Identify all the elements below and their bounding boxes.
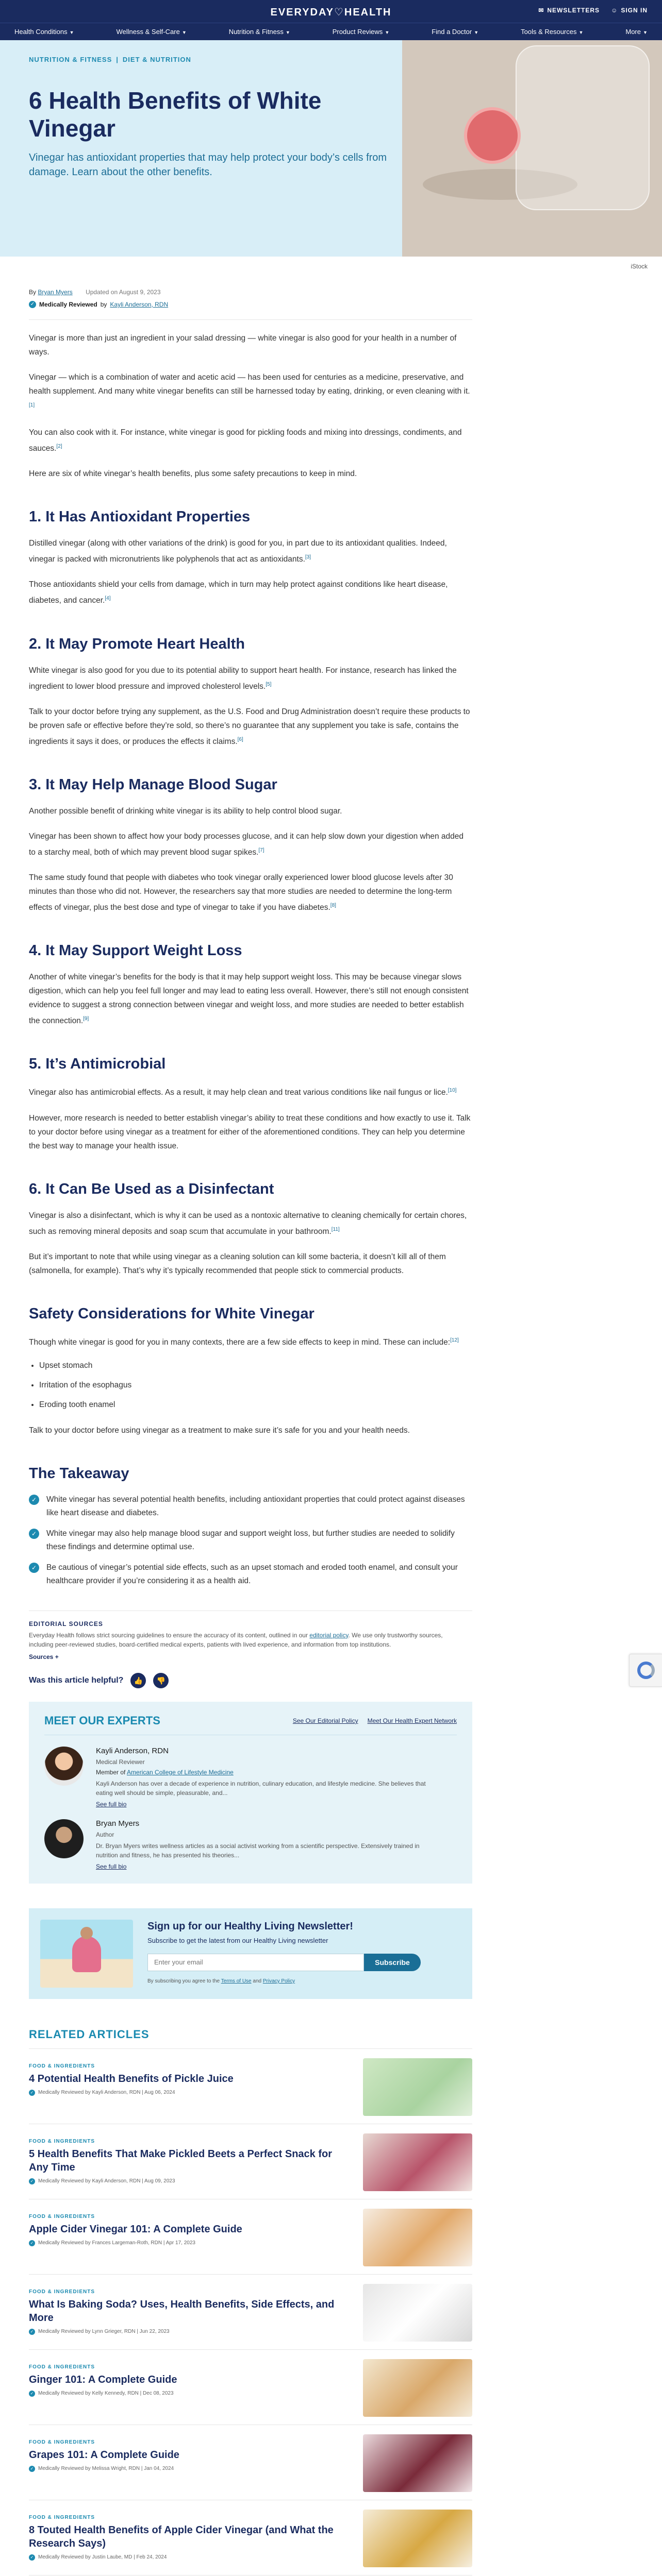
sources-toggle[interactable]: Sources + — [29, 1653, 59, 1660]
nav-health-conditions[interactable]: Health Conditions ▼ — [14, 28, 74, 36]
terms-link[interactable]: Terms of Use — [221, 1978, 252, 1984]
page-title: 6 Health Benefits of White Vinegar — [29, 87, 322, 142]
related-article[interactable]: FOOD & INGREDIENTS Grapes 101: A Complete Guide ✓ Medically Reviewed by Melissa Wright, RDN | Jan 04, 2024 — [29, 2425, 472, 2500]
chevron-down-icon: ▼ — [181, 30, 187, 35]
section-heading: 6. It Can Be Used as a Disinfectant — [29, 1180, 274, 1197]
article-thumbnail[interactable] — [363, 2284, 472, 2342]
check-icon: ✓ — [29, 2391, 35, 2397]
side-effects-list — [29, 1359, 472, 1412]
section-heading: 4. It May Support Weight Loss — [29, 942, 242, 959]
newsletter-image — [40, 1920, 133, 1988]
list-item: ✓ Be cautious of vinegar’s potential side effects, such as an upset stomach and eroded tooth enamel, and consult your healthcare provider if you’re considering it as a health aid. — [29, 1561, 472, 1588]
chevron-down-icon: ▼ — [474, 30, 479, 35]
citation-link[interactable]: [9] — [83, 1016, 89, 1022]
citation-link[interactable]: [10] — [448, 1088, 457, 1094]
article-thumbnail[interactable] — [363, 2510, 472, 2567]
avatar — [44, 1819, 84, 1858]
updated-date: Updated on August 9, 2023 — [86, 289, 161, 296]
nav-more[interactable]: More ▼ — [625, 28, 648, 36]
related-article[interactable]: FOOD & INGREDIENTS Ginger 101: A Complete Guide ✓ Medically Reviewed by Kelly Kennedy, RDN | Dec 08, 2023 — [29, 2350, 472, 2425]
see-full-bio-link[interactable]: See full bio — [96, 1800, 127, 1808]
chevron-down-icon: ▼ — [69, 30, 74, 35]
email-field[interactable] — [147, 1954, 364, 1971]
envelope-icon: ✉ — [538, 7, 544, 14]
see-full-bio-link[interactable]: See full bio — [96, 1862, 127, 1870]
section-heading: 1. It Has Antioxidant Properties — [29, 509, 251, 526]
citation-link[interactable]: [7] — [258, 847, 264, 853]
expert-card: Bryan Myers Author Dr. Bryan Myers writes wellness articles as a social activist working from a scientific perspective. Extensively trained in nutrition and fitness, he has presented his theories... See full bio — [44, 1819, 457, 1870]
article-thumbnail[interactable] — [363, 2434, 472, 2492]
editorial-policy-link[interactable]: editorial policy — [309, 1631, 349, 1639]
related-article[interactable]: FOOD & INGREDIENTS 5 Health Benefits That Make Pickled Beets a Perfect Snack for Any Time ✓ Medically Reviewed by Kayli Anderson, RDN | Aug 09, 2023 — [29, 2124, 472, 2199]
member-org-link[interactable]: American College of Lifestyle Medicine — [127, 1768, 234, 1776]
main-nav — [0, 23, 662, 40]
newsletters-link[interactable]: ✉ NEWSLETTERS — [538, 7, 600, 14]
check-icon: ✓ — [29, 2240, 35, 2246]
logo-heart-icon: ♡ — [334, 7, 344, 18]
citation-link[interactable]: [3] — [305, 554, 311, 561]
intro-paragraph: Vinegar is more than just an ingredient in your salad dressing — white vinegar is also good for your health in a number of ways. — [29, 334, 457, 357]
article-thumbnail[interactable] — [363, 2359, 472, 2417]
check-icon: ✓ — [29, 1495, 39, 1505]
privacy-link[interactable]: Privacy Policy — [262, 1978, 295, 1984]
section-heading: 3. It May Help Manage Blood Sugar — [29, 776, 277, 793]
list-item: • Irritation of the esophagus — [39, 1378, 472, 1393]
related-article[interactable]: FOOD & INGREDIENTS 4 Potential Health Benefits of Pickle Juice ✓ Medically Reviewed by Kayli Anderson, RDN | Aug 06, 2024 — [29, 2049, 472, 2124]
experts-panel — [29, 1702, 472, 1884]
intro-paragraph: Vinegar — which is a combination of water and acetic acid — has been used for centuries as a medicine, preservative, and health supplement. And many white vinegar benefits can still be harnessed today by eating, drinking, or even cleaning with it.[1] — [29, 373, 470, 408]
article-thumbnail[interactable] — [363, 2058, 472, 2116]
citation-link[interactable]: [1] — [29, 402, 35, 408]
hero — [0, 40, 662, 257]
list-item: ✓ White vinegar may also help manage blood sugar and support weight loss, but further studies are needed to solidify these findings and determine optimal use. — [29, 1527, 472, 1554]
editorial-sources: EDITORIAL SOURCES Everyday Health follows strict sourcing guidelines to ensure the accuracy of its content, outlined in our editorial policy. We use only trustworthy sources, including peer-reviewed studies, board-certified medical experts, patients with lived experience, and information from top institutions. Sources + — [29, 1611, 472, 1660]
article-thumbnail[interactable] — [363, 2133, 472, 2191]
experts-title: MEET OUR EXPERTS — [44, 1714, 160, 1727]
citation-link[interactable]: [2] — [56, 444, 62, 450]
nav-find-doctor[interactable]: Find a Doctor ▼ — [432, 28, 479, 36]
nav-tools[interactable]: Tools & Resources ▼ — [521, 28, 584, 36]
editorial-policy-link[interactable]: See Our Editorial Policy — [292, 1717, 358, 1724]
intro-paragraph: You can also cook with it. For instance, white vinegar is good for pickling foods and mixing into dressings, condiments, and sauces.[2] — [29, 428, 462, 453]
thumbs-up-icon[interactable]: 👍 — [130, 1673, 146, 1688]
related-article[interactable]: FOOD & INGREDIENTS 8 Touted Health Benefits of Apple Cider Vinegar (and What the Research Says) ✓ Medically Reviewed by Justin Laube, MD | Feb 24, 2024 — [29, 2500, 472, 2575]
newsletter-signup: Sign up for our Healthy Living Newsletter! Subscribe to get the latest from our Healthy Living newsletter Enter your email Subscribe By subscribing you agree to the Terms of Use and Privacy Policy — [29, 1908, 472, 1999]
avatar — [44, 1747, 84, 1786]
takeaway-list — [29, 1493, 472, 1588]
chevron-down-icon: ▼ — [578, 30, 584, 35]
recaptcha-badge[interactable] — [629, 1654, 662, 1687]
breadcrumb-diet[interactable]: DIET & NUTRITION — [122, 56, 191, 63]
check-icon: ✓ — [29, 2329, 35, 2335]
section-heading: Safety Considerations for White Vinegar — [29, 1305, 315, 1322]
breadcrumb: NUTRITION & FITNESS | DIET & NUTRITION — [29, 56, 191, 63]
site-logo[interactable]: EVERYDAY♡HEALTH — [270, 7, 392, 18]
check-icon: ✓ — [29, 2466, 35, 2472]
section-heading: 2. It May Promote Heart Health — [29, 635, 245, 652]
related-article[interactable]: FOOD & INGREDIENTS Apple Cider Vinegar 101: A Complete Guide ✓ Medically Reviewed by Frances Largeman-Roth, RDN | Apr 17, 2023 — [29, 2199, 472, 2275]
hero-image — [402, 40, 662, 257]
article-thumbnail[interactable] — [363, 2209, 472, 2266]
thumbs-down-icon[interactable]: 👎 — [153, 1673, 169, 1688]
chevron-down-icon: ▼ — [385, 30, 390, 35]
chevron-down-icon: ▼ — [643, 30, 648, 35]
recaptcha-icon — [637, 1662, 655, 1679]
nav-nutrition[interactable]: Nutrition & Fitness ▼ — [228, 28, 290, 36]
author-link[interactable]: Bryan Myers — [38, 289, 73, 296]
chevron-down-icon: ▼ — [285, 30, 290, 35]
subscribe-button[interactable]: Subscribe — [364, 1954, 421, 1971]
breadcrumb-nutrition[interactable]: NUTRITION & FITNESS — [29, 56, 112, 63]
helpful-widget: Was this article helpful? 👍 👎 — [29, 1673, 472, 1688]
article-body: By Bryan Myers Updated on August 9, 2023 ✓ Medically Reviewed by Kayli Anderson, RDN Vinegar is more than just an ingredient in your salad dressing — white vinegar is also good for your health in a number of ways. Vinegar — which is a combination of water and acetic acid — has been used for centuries as a medicine, preservative, and health supplement. And many white vinegar benefits can still be harnessed today by eating, drinking, or even cleaning with it.[1] You can also cook with it. For instance, white vinegar is good for pickling foods and mixing into dressings, condiments, and sauces.[2] Here are six of white vinegar’s health benefits, plus some safety precautions to keep in mind. 1. It Has Antioxidant Properties Distilled vinegar (along with other variations of the drink) is good for you, in part due to its antioxidant qualities. Indeed, vinegar is packed with micronutrients like polyphenols that act as antioxidants.[3] Those antioxidants shield your cells from damage, which in turn may help protect against conditions like heart disease, diabetes, and cancer.[4] 2. It May Promote Heart Health White vinegar is also good for you due to its potential ability to support heart health. For instance, research has linked the ingredient to lower blood pressure and improved cholesterol levels.[5] Talk to your doctor before trying any supplement, as the U.S. Food and Drug Administration doesn’t require these products to be proven safe or effective before they’re sold, so there’s no guarantee that any supplement you take is safe, contains the ingredients it says it does, or produces the effects it claims.[6] 3. It May Help Manage Blood Sugar Another possible benefit of drinking white vinegar is its ability to help control blood sugar. Vinegar has been shown to affect how your body processes glucose, and it can help slow down your digestion when added to a starchy meal, both of which may prevent blood sugar spikes.[7] The same study found that people with diabetes who took vinegar orally experienced lower blood glucose levels after 30 minutes than those who did not. However, the researchers say that more studies are needed to determine the long-term effects of vinegar, plus the best dose and type of vinegar to take if you have diabetes.[8] 4. It May Support Weight Loss Another of white vinegar’s benefits for the body is that it may help support weight loss. This may be because vinegar slows digestion, which can help you feel full longer and may lead to eating less overall. However, there’s still not enough consistent evidence to suggest a strong connection between vinegar and weight loss, and more studies are needed to better establish the connection.[9] 5. It’s Antimicrobial Vinegar also has antimicrobial effects. As a result, it may help clean and treat various conditions like nail fungus or lice.[10] However, more research is needed to better establish vinegar’s ability to treat these conditions and how exactly to use it. Talk to your doctor before using vinegar as a treatment for either of the aforementioned conditions. They can help you determine the best way to manage your health issue. 6. It Can Be Used as a Disinfectant Vinegar is also a disinfectant, which is why it can be used as a nontoxic alternative to cleaning chemically for certain chores, such as removing mineral deposits and soap scum that accumulate in your bathroom.[11] But it’s important to note that while using vinegar as a cleaning solution can kill some bacteria, it doesn’t kill all of them (salmonella, for example). That’s why it’s typically recommended that people stick to commercial products. Safety Considerations for White Vinegar Though white vinegar is good for you in many contexts, there are a few side effects to keep in mind. These can include:[12] • Upset stomach • Irritation of the esophagus • Eroding tooth enamel Talk to your doctor before using vinegar as a treatment to make sure it’s safe for you and your health needs. The Takeaway ✓ White vinegar has several potential health benefits, including antioxidant properties that could protect against diseases like heart disease and diabetes. ✓ White vinegar may also help manage blood sugar and support weight loss, but further studies are needed to solidify these findings and determine optimal use. ✓ Be cautious of vinegar’s potential side effects, such as an upset stomach and eroded tooth enamel, and consult your healthcare provider if you’re considering it as a health aid. EDITORIAL SOURCES Everyday Health follows strict sourcing guidelines to ensure the accuracy of its content, outlined in our editorial policy. We use only trustworthy sources, including peer-reviewed studies, board-certified medical experts, patients with lived experience, and information from top institutions. Sources + Was this article helpful? 👍 👎 MEET OUR EXPERTS See Our Editorial Policy Meet Our Health Expert Network Kayli Anderson, RDN Medical Reviewer Member of American College of Lifestyle Medicine Kayli Anderson has over a decade of experience in nutrition, culinary education, and lifestyle medicine. She believes that eating well should be simple, pleasurable, and... See full bio Bryan Myers Author Dr. Bryan Myers writes wellness articles as a social activist working from a scientific perspective. Extensively trained in nutrition and fitness, he has presented his theories... See full bio Sign up for our Healthy Living Newsletter! Subscribe to get the latest from our Healthy Living newsletter Enter your email Subscribe By subscribing you agree to the Terms of Use and Privacy Policy RELATED ARTICLES FOOD & INGREDIENTS 4 Potential Health Benefits of Pickle Juice ✓ Medically Reviewed by Kayli Anderson, RDN | Aug 06, 2024 FOOD & INGREDIENTS 5 Health Benefits That Make Pickled Beets a Perfect Snack for Any Time ✓ Medically Reviewed by Kayli Anderson, RDN | Aug 09, 2023 FOOD & INGREDIENTS Apple Cider Vinegar 101: A Complete Guide ✓ Medically Reviewed by Frances Largeman-Roth, RDN | Apr 17, 2023 FOOD & INGREDIENTS What Is Baking Soda? Uses, Health Benefits, Side Effects, and More ✓ Medically Reviewed by Lynn Grieger, RDN | Jun 22, 2023 FOOD & INGREDIENTS Ginger 101: A Complete Guide ✓ Medically Reviewed by Kelly Kennedy, RDN | Dec 08, 2023 FOOD & INGREDIENTS Grapes 101: A Complete Guide ✓ Medically Reviewed by Melissa Wright, RDN | Jan 04, 2024 FOOD & INGREDIENTS 8 Touted Health Benefits of Apple Cider Vinegar (and What the Research Says) ✓ Medically Reviewed by Justin Laube, MD | Feb 24, 2024 — [29, 289, 472, 2576]
intro-paragraph: Here are six of white vinegar’s health benefits, plus some safety precautions to keep in mind. — [29, 469, 357, 479]
site-header — [0, 0, 662, 23]
list-item: • Eroding tooth enamel — [39, 1398, 472, 1412]
check-icon: ✓ — [29, 2090, 35, 2096]
related-article[interactable]: FOOD & INGREDIENTS What Is Baking Soda? Uses, Health Benefits, Side Effects, and More ✓ Medically Reviewed by Lynn Grieger, RDN | Jun 22, 2023 — [29, 2275, 472, 2350]
citation-link[interactable]: [4] — [105, 596, 111, 602]
photo-credit: iStock — [631, 263, 648, 270]
expert-network-link[interactable]: Meet Our Health Expert Network — [367, 1717, 457, 1724]
citation-link[interactable]: [12] — [450, 1337, 459, 1343]
user-icon: ☺ — [611, 7, 618, 14]
citation-link[interactable]: [5] — [266, 681, 272, 687]
nav-wellness[interactable]: Wellness & Self-Care ▼ — [116, 28, 187, 36]
check-icon: ✓ — [29, 2554, 35, 2561]
check-icon: ✓ — [29, 301, 36, 308]
citation-link[interactable]: [11] — [331, 1226, 340, 1232]
byline: By Bryan Myers Updated on August 9, 2023 — [29, 289, 161, 296]
page-subtitle: Vinegar has antioxidant properties that may help protect your body’s cells from damage. Learn about the other benefits. — [29, 152, 387, 178]
list-item: • Upset stomach — [39, 1359, 472, 1373]
related-title: RELATED ARTICLES — [29, 2027, 150, 2041]
expert-card: Kayli Anderson, RDN Medical Reviewer Member of American College of Lifestyle Medicine Kayli Anderson has over a decade of experience in nutrition, culinary education, and lifestyle medicine. She believes that eating well should be simple, pleasurable, and... See full bio — [44, 1747, 457, 1808]
check-icon: ✓ — [29, 1563, 39, 1573]
section-heading: 5. It’s Antimicrobial — [29, 1056, 166, 1073]
citation-link[interactable]: [8] — [330, 903, 336, 909]
sign-in-link[interactable]: ☺ SIGN IN — [611, 7, 648, 14]
section-heading: The Takeaway — [29, 1465, 129, 1482]
check-icon: ✓ — [29, 2178, 35, 2184]
citation-link[interactable]: [6] — [237, 736, 243, 742]
medical-review: ✓ Medically Reviewed by Kayli Anderson, RDN — [29, 301, 472, 308]
nav-product-reviews[interactable]: Product Reviews ▼ — [332, 28, 390, 36]
reviewer-link[interactable]: Kayli Anderson, RDN — [110, 301, 169, 308]
list-item: ✓ White vinegar has several potential health benefits, including antioxidant properties that could protect against diseases like heart disease and diabetes. — [29, 1493, 472, 1520]
check-icon: ✓ — [29, 1529, 39, 1539]
